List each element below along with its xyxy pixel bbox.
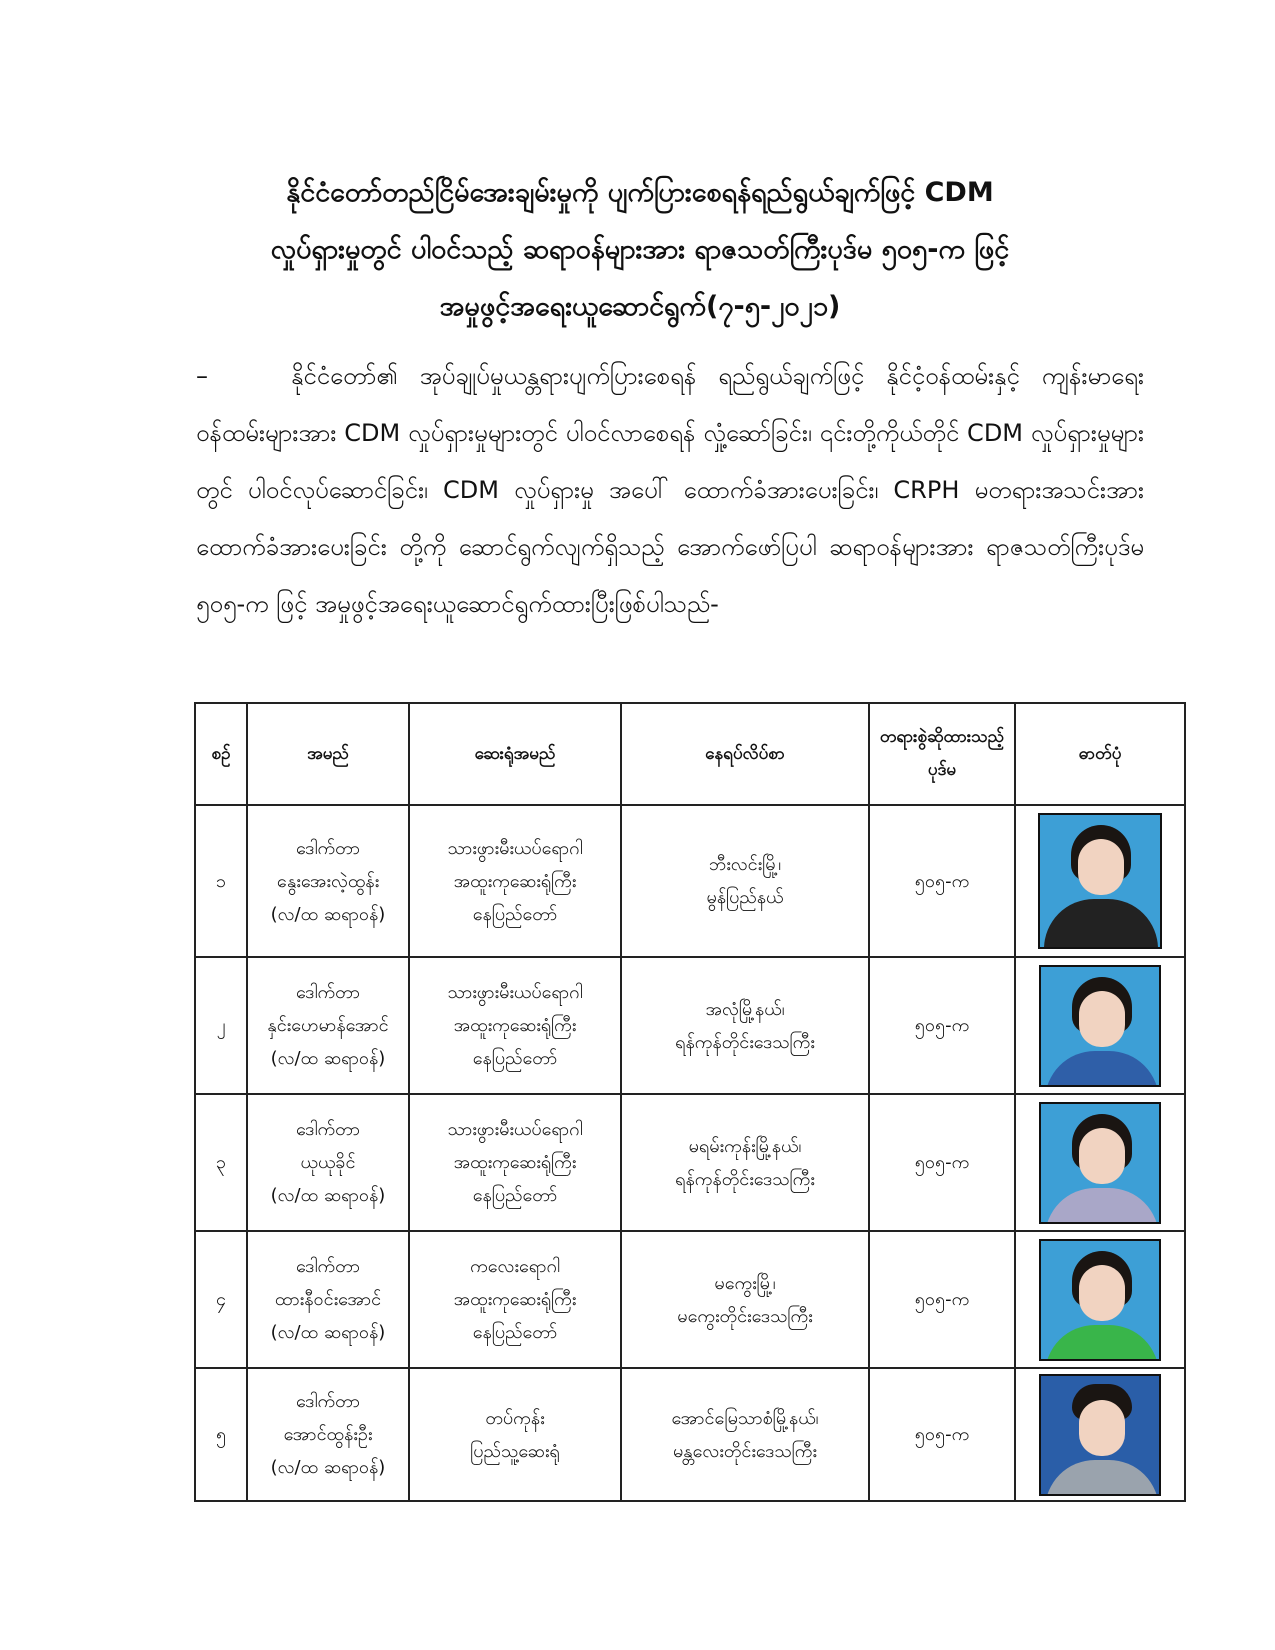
- doctor-name: [247, 1231, 409, 1368]
- paragraph-text: နိုင်ငံတော်၏ အုပ်ချုပ်မှုယန္တရားပျက်ပြားစေရန် ရည်ရွယ်ချက်ဖြင့် နိုင်ငံ့ဝန်ထမ်းနှင့် ကျန်းမာရေးဝန်ထမ်းများအား CDM လှုပ်ရှားမှုများတွင် ပါဝင်လာစေရန် လှုံ့ဆော်ခြင်း၊ ၎င်းတို့ကိုယ်တိုင် CDM လှုပ်ရှားမှုများတွင် ပါဝင်လုပ်ဆောင်ခြင်း၊ CDM လှုပ်ရှားမှု အပေါ် ထောက်ခံအားပေးခြင်း၊ CRPH မတရားအသင်းအား ထောက်ခံအားပေးခြင်း တို့ကို ဆောင်ရွက်လျက်ရှိသည့် အောက်ဖော်ပြပါ ဆရာဝန်များအား ရာဇသတ်ကြီးပုဒ်မ ၅၀၅-က ဖြင့် အမှုဖွင့်အရေးယူဆောင်ရွက်ထားပြီးဖြစ်ပါသည်-: [196, 362, 1144, 618]
- charged-section: ၅၀၅-က: [869, 1094, 1015, 1231]
- address-line: ရန်ကုန်တိုင်းဒေသကြီး: [675, 1168, 815, 1190]
- hospital-line: အထူးကုဆေးရုံကြီး: [453, 870, 577, 892]
- address-line: မွန်ပြည်နယ်: [706, 887, 784, 908]
- address-line: မန္တလေးတိုင်းဒေသကြီး: [673, 1440, 817, 1462]
- hospital-line: တပ်ကုန်း: [485, 1407, 545, 1429]
- address-line: ဘီးလင်းမြို့၊: [708, 854, 782, 875]
- address-line: မရမ်းကုန်းမြို့နယ်၊: [688, 1135, 802, 1157]
- hospital-name: [409, 1094, 621, 1231]
- hospital-line: အထူးကုဆေးရုံကြီး: [453, 1015, 577, 1036]
- address-line: အောင်မြေသာစံမြို့နယ်၊: [671, 1407, 819, 1429]
- doctors-table: [194, 702, 1186, 1502]
- row-number: ၅: [195, 1368, 247, 1501]
- paragraph-dash: –: [196, 362, 208, 390]
- hospital-name: [409, 1231, 621, 1368]
- hospital-line: နေပြည်တော်: [472, 1185, 558, 1206]
- name-line: (လ/ထ ဆရာဝန်): [270, 1185, 386, 1206]
- header-no: စဉ်: [195, 703, 247, 805]
- home-address: [621, 805, 869, 957]
- table-header-row: [195, 703, 1185, 805]
- home-address: [621, 1094, 869, 1231]
- portrait-photo: [1039, 965, 1161, 1087]
- doctor-name: [247, 805, 409, 957]
- title-line-3: အမှုဖွင့်အရေးယူဆောင်ရွက်(၇-၅-၂၀၂၁): [439, 291, 841, 322]
- row-number: ၃: [195, 1094, 247, 1231]
- name-line: ထားနီဝင်းအောင်: [274, 1289, 382, 1310]
- photo-cell: [1015, 957, 1185, 1094]
- doctor-name: [247, 1094, 409, 1231]
- name-line: ဒေါက်တာ: [295, 1391, 361, 1412]
- hospital-line: အထူးကုဆေးရုံကြီး: [453, 1289, 577, 1310]
- name-line: နွေးအေးလဲ့ထွန်း: [276, 870, 380, 892]
- photo-cell: [1015, 805, 1185, 957]
- home-address: [621, 957, 869, 1094]
- name-line: ဒေါက်တာ: [295, 1119, 361, 1140]
- row-number: ၂: [195, 957, 247, 1094]
- name-line: ဒေါက်တာ: [295, 982, 361, 1003]
- header-name: အမည်: [247, 703, 409, 805]
- charged-section: ၅၀၅-က: [869, 1368, 1015, 1501]
- address-line: မကွေးမြို့၊: [714, 1272, 776, 1294]
- hospital-name: [409, 957, 621, 1094]
- title-line-1: နိုင်ငံတော်တည်ငြိမ်အေးချမ်းမှုကို ပျက်ပြားစေရန်ရည်ရွယ်ချက်ဖြင့် CDM: [286, 177, 994, 208]
- name-line: ယုယုခိုင်: [300, 1152, 356, 1173]
- header-address: နေရပ်လိပ်စာ: [621, 703, 869, 805]
- title-line-2: လှုပ်ရှားမှုတွင် ပါဝင်သည့် ဆရာဝန်များအား ရာဇသတ်ကြီးပုဒ်မ ၅၀၅-က ဖြင့်: [270, 234, 1010, 265]
- row-number: ၁: [195, 805, 247, 957]
- intro-paragraph: [196, 348, 1144, 633]
- hospital-line: သားဖွားမီးယပ်ရောဂါ: [447, 1119, 583, 1140]
- hospital-line: နေပြည်တော်: [472, 1048, 558, 1069]
- charged-section: ၅၀၅-က: [869, 1231, 1015, 1368]
- name-line: အောင်ထွန်းဦး: [283, 1424, 373, 1445]
- hospital-name: [409, 805, 621, 957]
- table-row: [195, 957, 1185, 1094]
- address-line: အလုံမြို့နယ်၊: [705, 998, 785, 1020]
- name-line: ဒေါက်တာ: [295, 837, 361, 859]
- hospital-line: နေပြည်တော်: [472, 903, 558, 925]
- name-line: (လ/ထ ဆရာဝန်): [270, 903, 386, 925]
- hospital-name: [409, 1368, 621, 1501]
- portrait-photo: [1039, 1102, 1161, 1224]
- home-address: [621, 1368, 869, 1501]
- charged-section: ၅၀၅-က: [869, 957, 1015, 1094]
- photo-cell: [1015, 1094, 1185, 1231]
- hospital-line: ပြည်သူ့ဆေးရုံ: [470, 1440, 560, 1462]
- table-row: [195, 805, 1185, 957]
- hospital-line: အထူးကုဆေးရုံကြီး: [453, 1152, 577, 1173]
- table-row: [195, 1094, 1185, 1231]
- hospital-line: သားဖွားမီးယပ်ရောဂါ: [447, 837, 583, 859]
- charged-section: ၅၀၅-က: [869, 805, 1015, 957]
- header-hospital: ဆေးရုံအမည်: [409, 703, 621, 805]
- doctor-name: [247, 1368, 409, 1501]
- table-row: [195, 1231, 1185, 1368]
- name-line: နှင်းဟေမာန်အောင်: [267, 1015, 389, 1036]
- table-row: [195, 1368, 1185, 1501]
- name-line: (လ/ထ ဆရာဝန်): [270, 1322, 386, 1343]
- address-line: မကွေးတိုင်းဒေသကြီး: [677, 1305, 813, 1327]
- header-section: တရားစွဲဆိုထားသည့်ပုဒ်မ: [869, 703, 1015, 805]
- portrait-photo: [1039, 1374, 1161, 1496]
- name-line: ဒေါက်တာ: [295, 1256, 361, 1277]
- portrait-photo: [1039, 1239, 1161, 1361]
- name-line: (လ/ထ ဆရာဝန်): [270, 1457, 386, 1478]
- document-title: [150, 164, 1130, 335]
- photo-cell: [1015, 1368, 1185, 1501]
- hospital-line: ကလေးရောဂါ: [470, 1256, 560, 1277]
- home-address: [621, 1231, 869, 1368]
- address-line: ရန်ကုန်တိုင်းဒေသကြီး: [675, 1031, 815, 1053]
- portrait-photo: [1038, 813, 1162, 949]
- header-photo: ဓာတ်ပုံ: [1015, 703, 1185, 805]
- row-number: ၄: [195, 1231, 247, 1368]
- name-line: (လ/ထ ဆရာဝန်): [270, 1048, 386, 1069]
- hospital-line: နေပြည်တော်: [472, 1322, 558, 1343]
- hospital-line: သားဖွားမီးယပ်ရောဂါ: [447, 982, 583, 1003]
- doctor-name: [247, 957, 409, 1094]
- photo-cell: [1015, 1231, 1185, 1368]
